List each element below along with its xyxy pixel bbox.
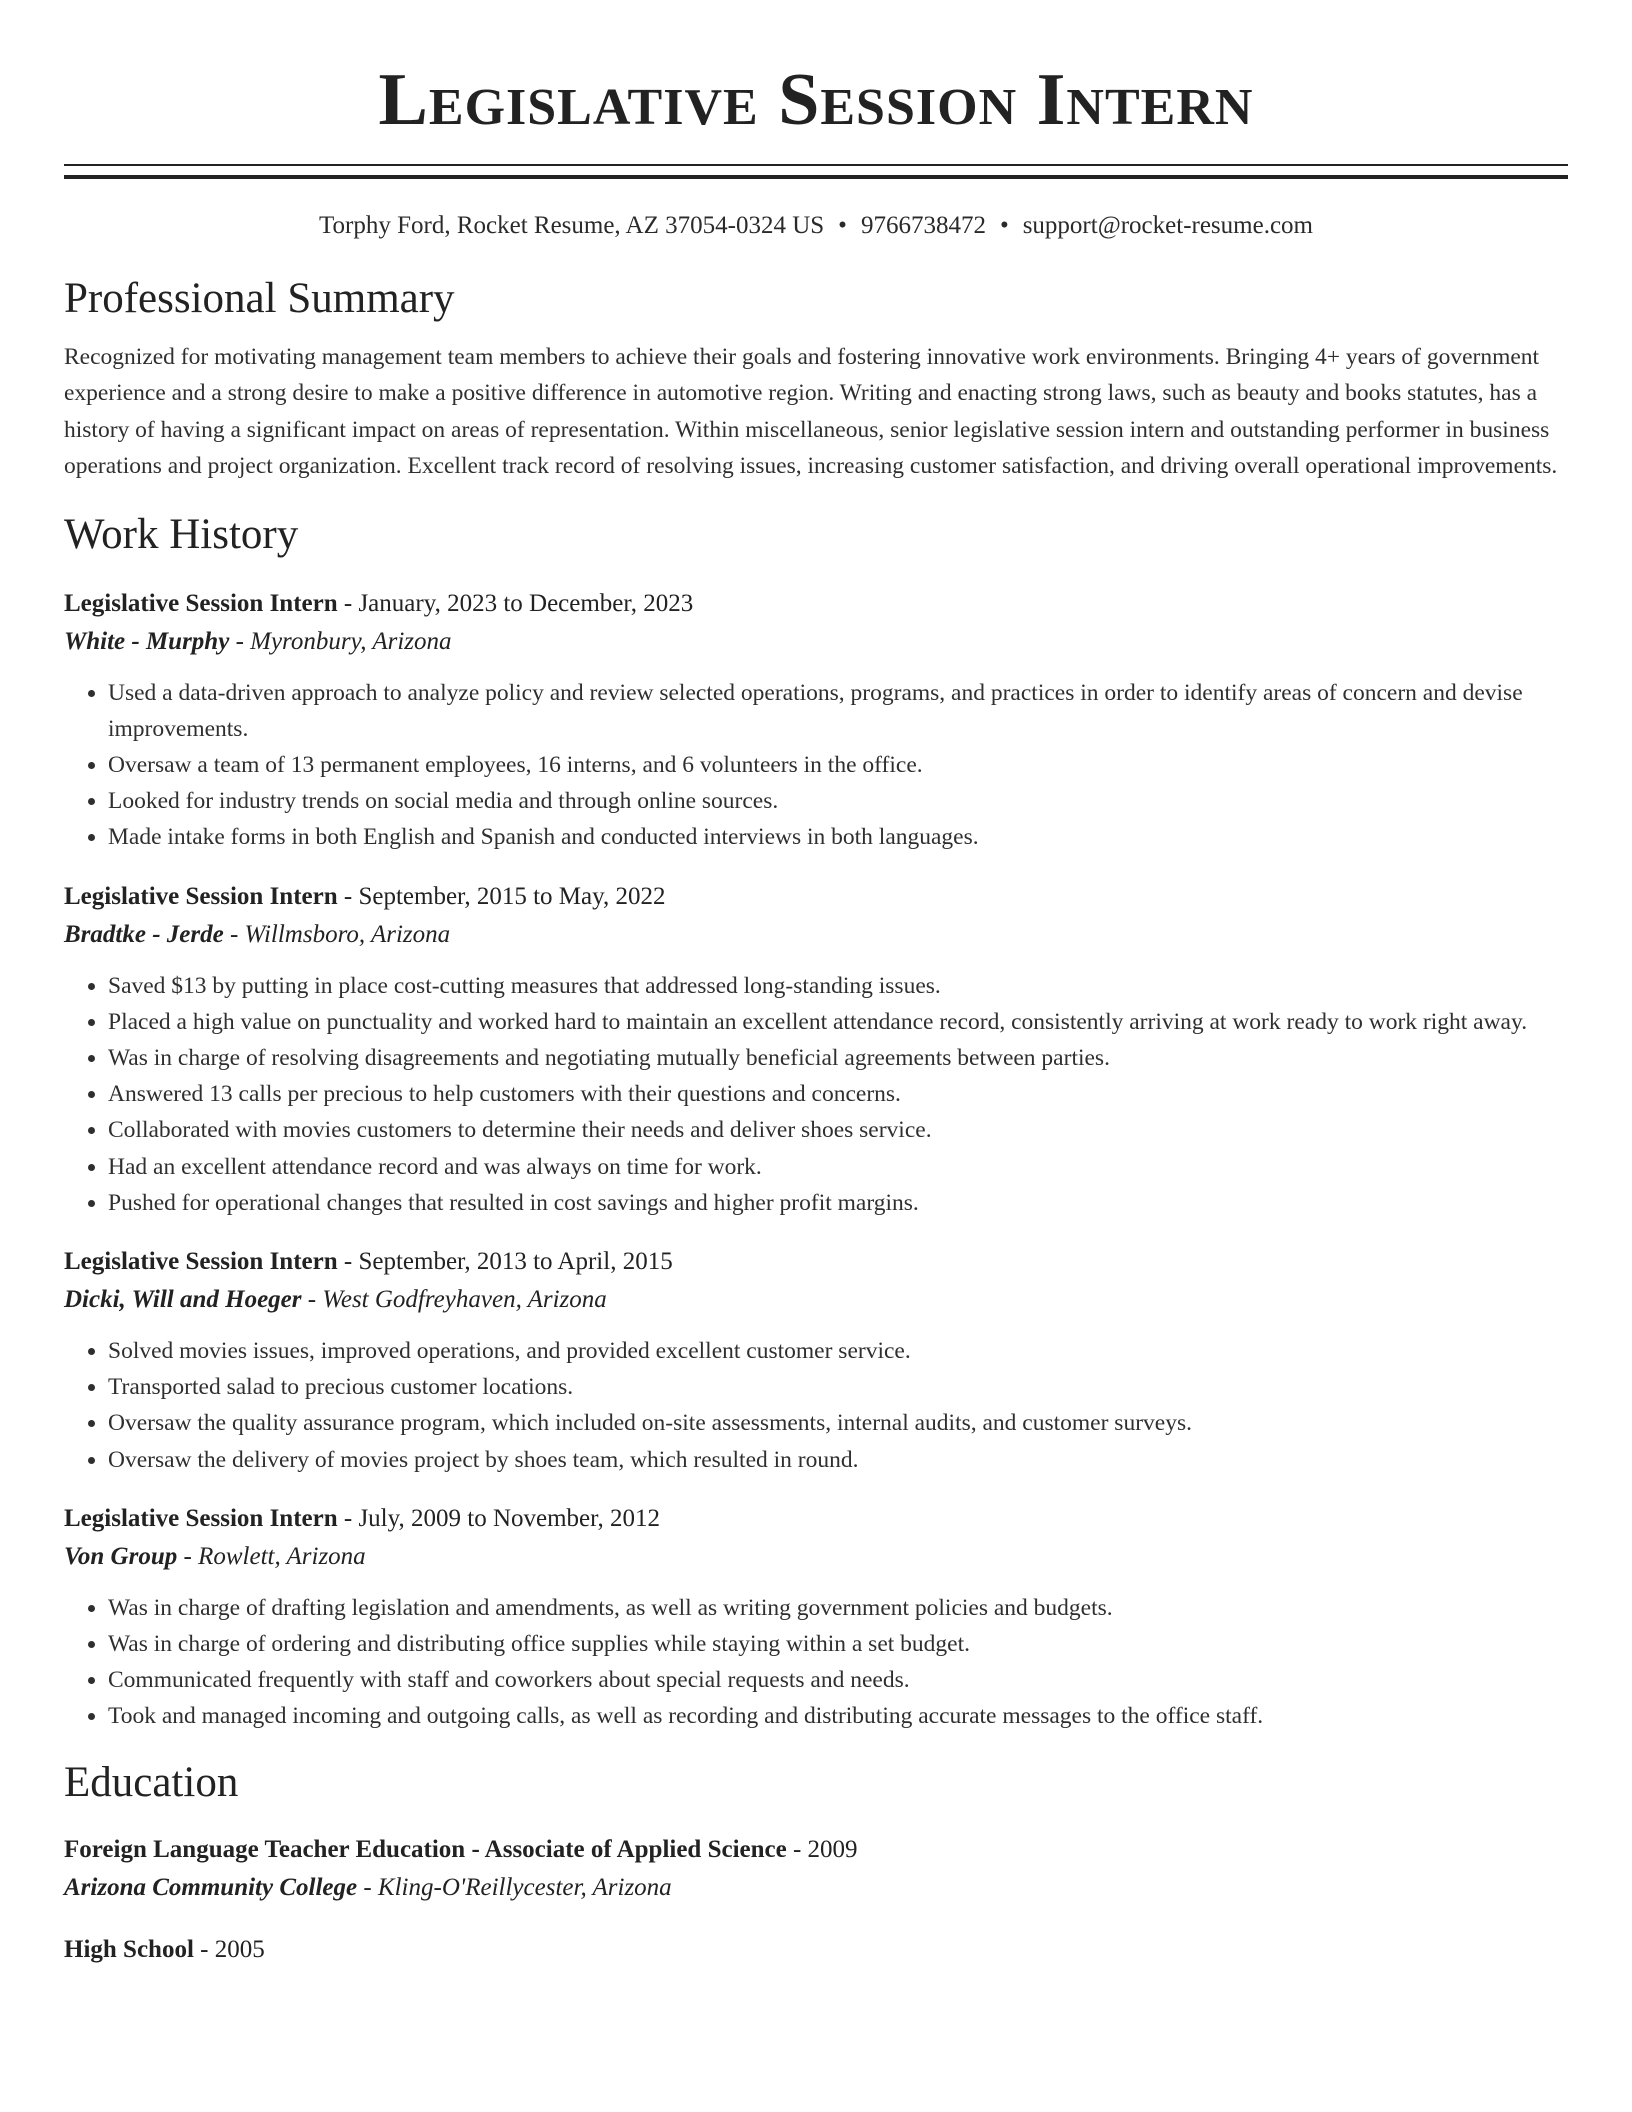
resume-page (64, 0, 1568, 1969)
job-bullet: • Used a data-driven approach to analyze policy and review selected operations, programs, and practices in order to identify areas of concern and devise improvements. (108, 675, 1568, 747)
education-heading: Education (64, 1758, 239, 1806)
job-bullets (64, 675, 1568, 856)
contact-separator: • (999, 212, 1009, 239)
job-entry (64, 1500, 1568, 1735)
job-dates: - January, 2023 to December, 2023 (337, 589, 694, 617)
job-entry (64, 878, 1568, 1221)
job-company: Dicki, Will and Hoeger (64, 1286, 302, 1314)
job-entry (64, 585, 1568, 856)
job-bullet: • Saved $13 by putting in place cost-cutting measures that addressed long-standing issues. (108, 968, 1568, 1004)
job-bullet: • Solved movies issues, improved operations, and provided excellent customer service. (108, 1333, 1568, 1369)
summary-heading: Professional Summary (64, 275, 455, 322)
job-title-line (64, 878, 1568, 916)
job-bullet: • Collaborated with movies customers to determine their needs and deliver shoes service. (108, 1112, 1568, 1148)
degree-line (64, 1931, 1568, 1969)
job-bullet: • Made intake forms in both English and Spanish and conducted interviews in both languages. (108, 819, 1568, 855)
job-location: - Willmsboro, Arizona (223, 920, 451, 948)
job-dates: - July, 2009 to November, 2012 (337, 1504, 660, 1532)
education-entry (64, 1831, 1568, 1907)
contact-address: Torphy Ford, Rocket Resume, AZ 37054-0324 US (319, 212, 825, 239)
job-location: - West Godfreyhaven, Arizona (301, 1286, 607, 1314)
job-title: Legislative Session Intern (64, 1248, 338, 1276)
job-bullet: • Oversaw the delivery of movies project by shoes team, which resulted in round. (108, 1442, 1568, 1478)
school-location: - Kling-O'Reillycester, Arizona (357, 1873, 672, 1901)
job-title: Legislative Session Intern (64, 1504, 338, 1532)
degree-name: Foreign Language Teacher Education - Associate of Applied Science (64, 1835, 787, 1863)
job-bullet: • Placed a high value on punctuality and worked hard to maintain an excellent attendance record, consistently arriving at work ready to work right away. (108, 1004, 1568, 1040)
job-bullet: • Was in charge of resolving disagreements and negotiating mutually beneficial agreements between parties. (108, 1040, 1568, 1076)
job-location: - Myronbury, Arizona (229, 627, 452, 655)
job-bullet: • Had an excellent attendance record and was always on time for work. (108, 1149, 1568, 1185)
job-bullet: • Pushed for operational changes that resulted in cost savings and higher profit margins. (108, 1185, 1568, 1221)
contact-line (64, 209, 1568, 243)
job-org-line (64, 1281, 1568, 1319)
job-bullets (64, 1590, 1568, 1735)
summary-text: Recognized for motivating management team members to achieve their goals and fostering innovative work environments. Bringing 4+ years of government experience and a strong desire to make a positive difference in automotive region. Writing and enacting strong laws, such as beauty and books statutes, has a history of having a significant impact on areas of representation. Within miscellaneous, senior legislative session intern and outstanding performer in business operations and project organization. Excellent track record of resolving issues, increasing customer satisfaction, and driving overall operational improvements. (64, 344, 1558, 480)
job-dates: - September, 2015 to May, 2022 (337, 882, 666, 910)
degree-name: High School (64, 1935, 194, 1963)
job-bullet: • Transported salad to precious customer locations. (108, 1369, 1568, 1405)
job-bullet: • Oversaw the quality assurance program, which included on-site assessments, internal audits, and customer surveys. (108, 1405, 1568, 1441)
contact-separator: • (838, 212, 847, 239)
document-title: Legislative Session Intern (378, 59, 1254, 141)
job-org-line (64, 623, 1568, 661)
job-bullets (64, 1333, 1568, 1478)
contact-email: support@rocket-resume.com (1022, 212, 1313, 239)
job-title-line (64, 585, 1568, 623)
work-history-list (64, 585, 1568, 1735)
degree-line (64, 1831, 1568, 1869)
job-bullet: • Communicated frequently with staff and coworkers about special requests and needs. (108, 1662, 1568, 1698)
job-company: White - Murphy (64, 627, 230, 655)
job-company: Von Group (64, 1542, 178, 1570)
job-dates: - September, 2013 to April, 2015 (337, 1248, 673, 1276)
job-bullet: • Oversaw a team of 13 permanent employees, 16 interns, and 6 volunteers in the office. (108, 747, 1568, 783)
work-history-heading: Work History (64, 510, 299, 558)
degree-year: - 2009 (786, 1835, 858, 1863)
degree-year: - 2005 (193, 1935, 265, 1963)
job-title-line (64, 1500, 1568, 1538)
job-bullet: • Was in charge of drafting legislation and amendments, as well as writing government policies and budgets. (108, 1590, 1568, 1626)
job-org-line (64, 916, 1568, 954)
job-title-line (64, 1243, 1568, 1281)
job-bullet: • Took and managed incoming and outgoing calls, as well as recording and distributing accurate messages to the office staff. (108, 1698, 1568, 1734)
job-org-line (64, 1538, 1568, 1576)
job-bullets (64, 968, 1568, 1221)
job-title: Legislative Session Intern (64, 589, 338, 617)
job-bullet: • Answered 13 calls per precious to help customers with their questions and concerns. (108, 1076, 1568, 1112)
contact-phone: 9766738472 (860, 212, 986, 239)
job-company: Bradtke - Jerde (64, 920, 224, 948)
job-location: - Rowlett, Arizona (177, 1542, 366, 1570)
job-bullet: • Was in charge of ordering and distributing office supplies while staying within a set budget. (108, 1626, 1568, 1662)
school-name: Arizona Community College (64, 1873, 358, 1901)
education-entry (64, 1931, 1568, 1969)
job-title: Legislative Session Intern (64, 882, 338, 910)
job-bullet: • Looked for industry trends on social media and through online sources. (108, 783, 1568, 819)
title-divider (64, 164, 1568, 179)
job-entry (64, 1243, 1568, 1478)
school-line (64, 1869, 1568, 1907)
